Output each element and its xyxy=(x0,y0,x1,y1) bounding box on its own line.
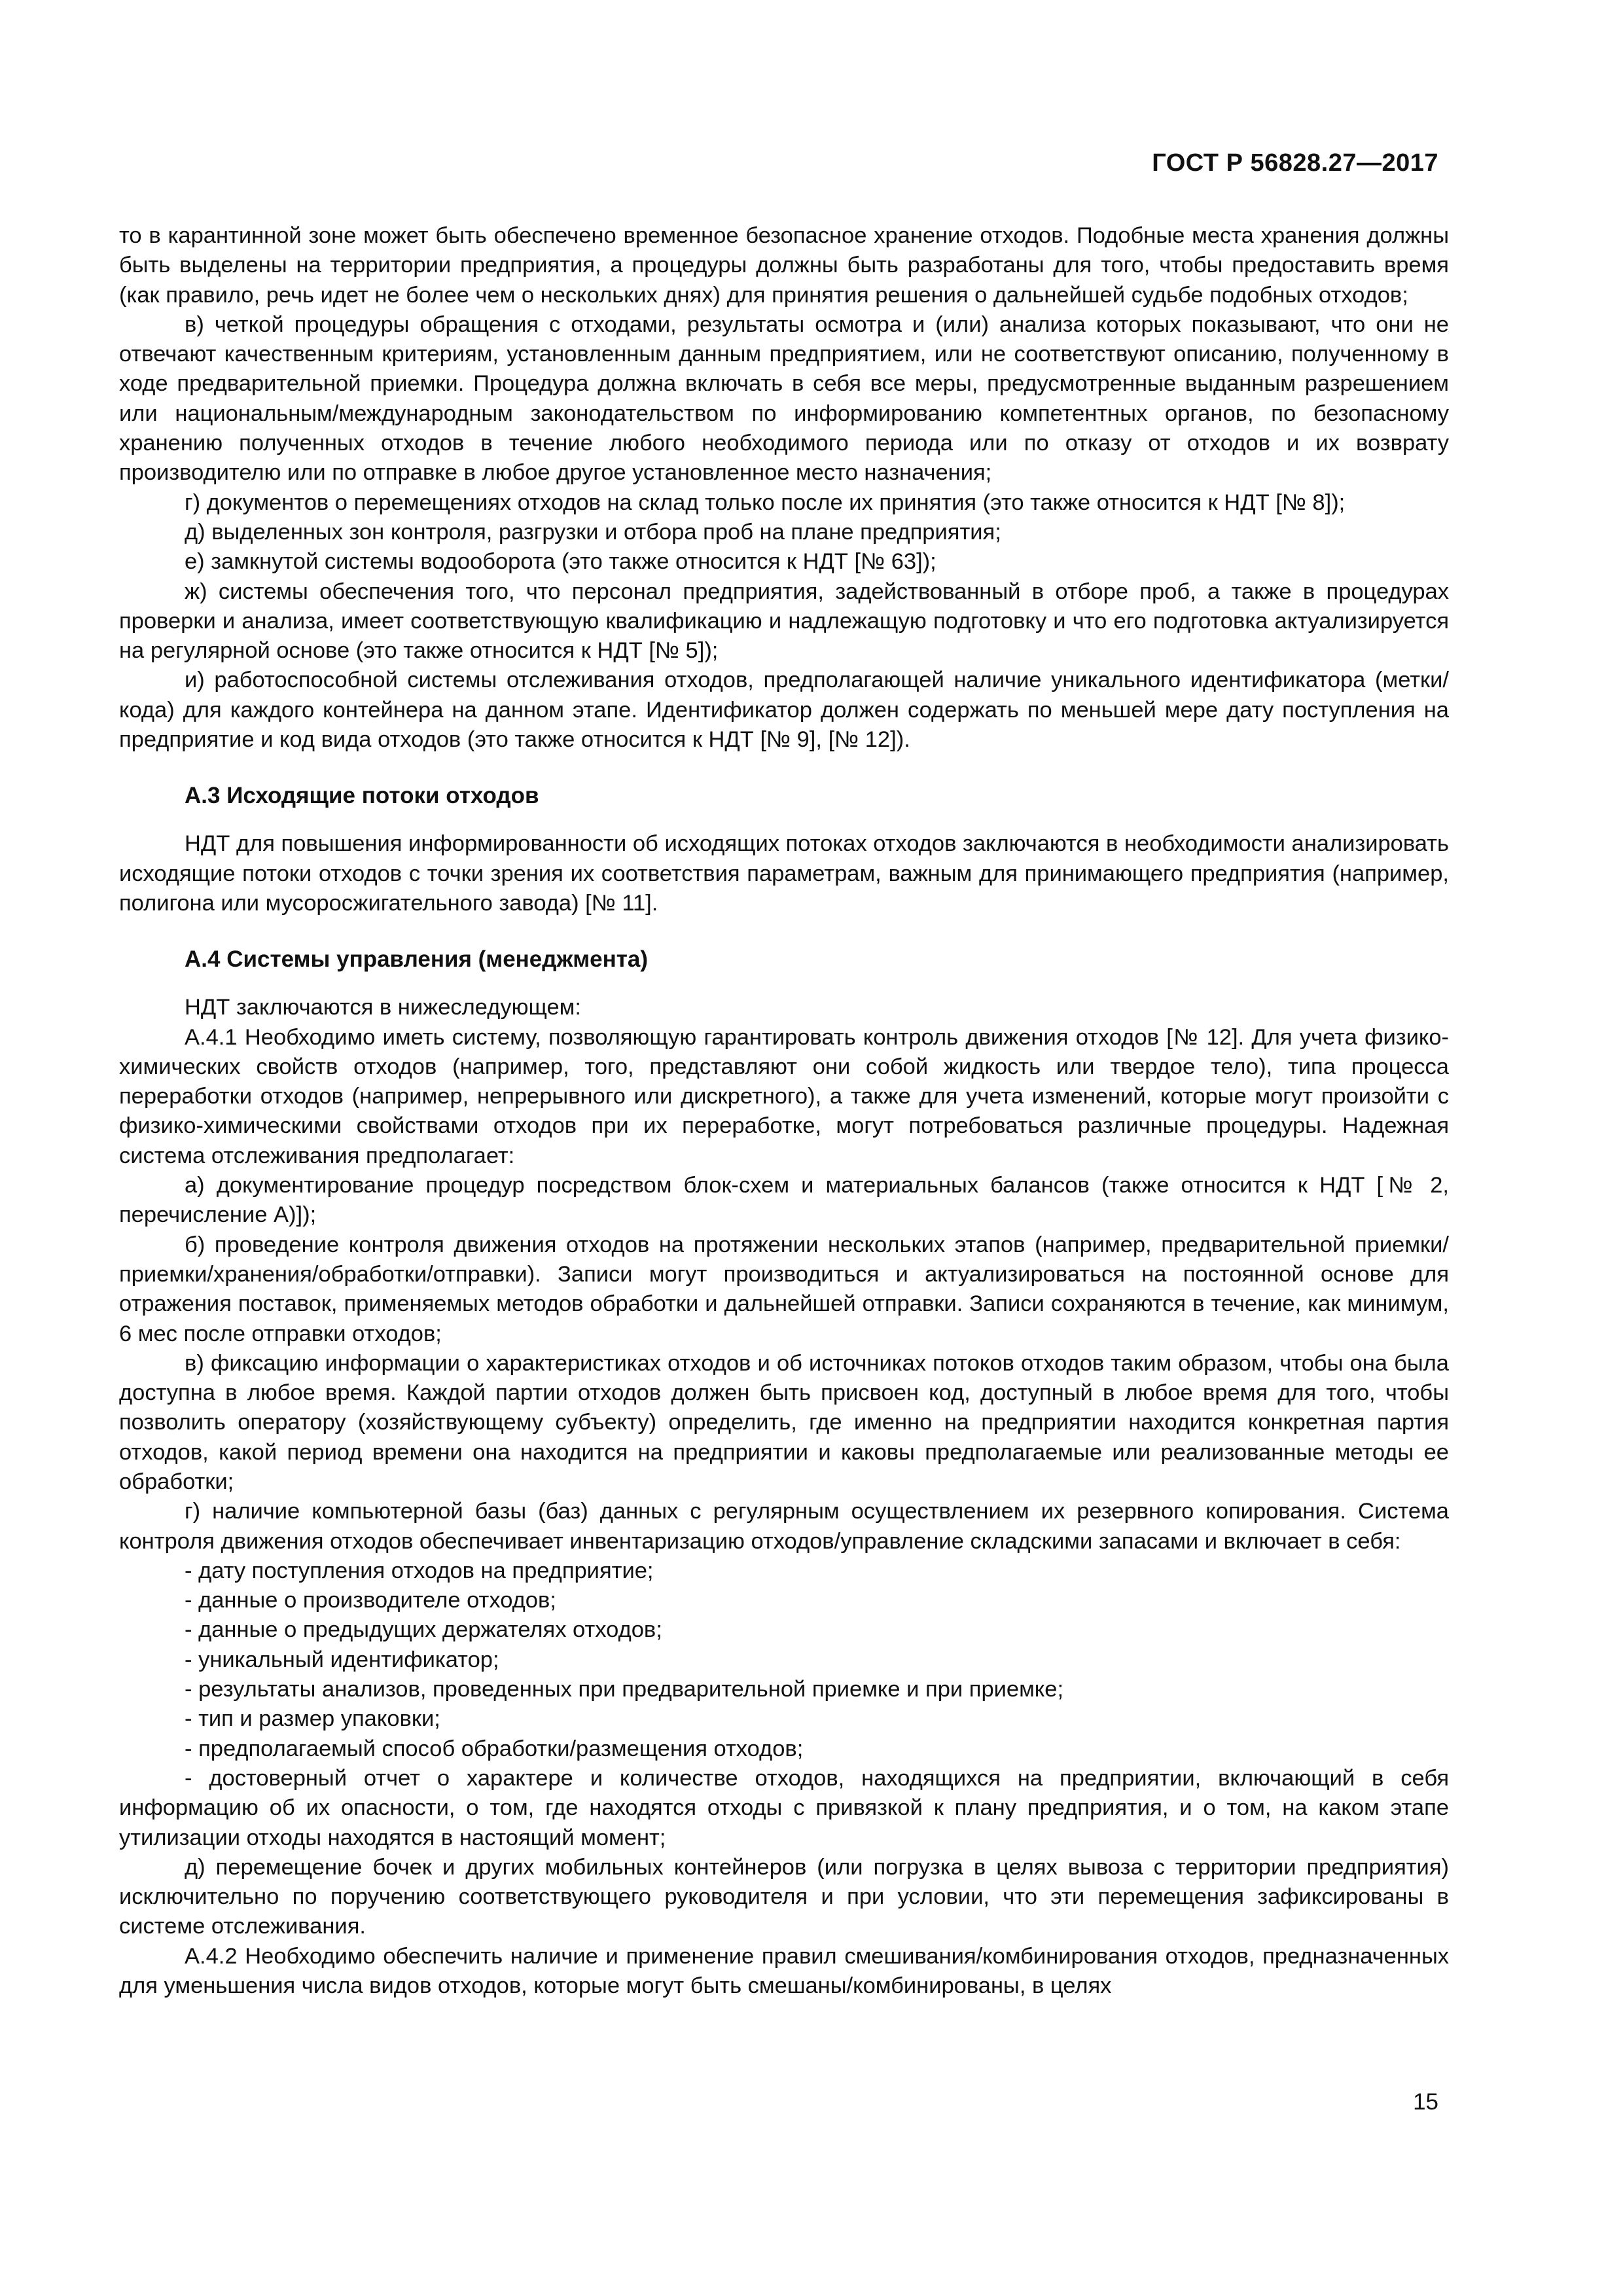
list-item: - дату поступления отходов на предприятие; xyxy=(185,1558,654,1583)
section-a3-text: НДТ для повышения информированности об исходящих потоках отходов заключаются в необходимости анализировать исходящие потоки отходов с точки зрения их соответствия параметрам, важным для принимающего предприятия (например, полигона или мусоросжигательного завода) [№ 11]. xyxy=(119,831,1449,916)
document-body xyxy=(119,221,1449,2001)
paragraph-continuation: то в карантинной зоне может быть обеспечено временное безопасное хранение отходов. Подобные места хранения должны быть выделены на территории предприятия, а процедуры должны быть разработаны для того, чтобы предоставить время (как правило, речь идет не более чем о нескольких днях) для принятия решения о дальнейшей судьбе подобных отходов; xyxy=(119,223,1449,308)
clause-a4-1-v: в) фиксацию информации о характеристиках отходов и об источниках потоков отходов таким образом, чтобы она была доступна в любое время. Каждой партии отходов должен быть присвоен код, доступный в любое время для того, чтобы позволить оператору (хозяйствующему субъекту) определить, где именно на предприятии находится конкретная партия отходов, какой период времени она находится на предприятии и каковы предполагаемые или реализованные методы ее обработки; xyxy=(119,1350,1449,1494)
paragraph-item-zh: ж) системы обеспечения того, что персонал предприятия, задействованный в отборе проб, а также в процедурах проверки и анализа, имеет соответствующую квалификацию и надлежащую подготовку и что его подготовка актуализируется на регулярной основе (это также относится к НДТ [№ 5]); xyxy=(119,579,1449,664)
clause-a4-2: А.4.2 Необходимо обеспечить наличие и применение правил смешивания/комбинирования отходов, предназначенных для уменьшения числа видов отходов, которые могут быть смешаны/комбинированы, в целях xyxy=(119,1943,1449,1999)
clause-a4-1-d: д) перемещение бочек и других мобильных контейнеров (или погрузка в целях вывоза с территории предприятия) исключительно по поручению соответствующего руководителя и при условии, что эти перемещения зафиксированы в системе отслеживания. xyxy=(119,1854,1449,1939)
list-item-report: - достоверный отчет о характере и количестве отходов, находящихся на предприятии, включающий в себя информацию об их опасности, о том, где находятся отходы с привязкой к плану предприятия, и о том, на каком этапе утилизации отходы находятся в настоящий момент; xyxy=(119,1765,1449,1850)
list-item: - предполагаемый способ обработки/размещения отходов; xyxy=(185,1736,804,1761)
clause-a4-1: А.4.1 Необходимо иметь систему, позволяющую гарантировать контроль движения отходов [№ 12]. Для учета физико-химических свойств отходов (например, того, представляют они собой жидкость или твердое тело), типа процесса переработки отходов (например, непрерывного или дискретного), а также для учета изменений, которые могут произойти с физико-химическими свойствами отходов при их переработке, могут потребоваться различные процедуры. Надежная система отслеживания предполагает: xyxy=(119,1024,1449,1168)
section-heading-a4: А.4 Системы управления (менеджмента) xyxy=(185,946,649,973)
paragraph-item-d: д) выделенных зон контроля, разгрузки и отбора проб на плане предприятия; xyxy=(185,519,1001,545)
clause-a4-1-a: а) документирование процедур посредством блок-схем и материальных балансов (также относится к НДТ [№ 2, перечисление А)]); xyxy=(119,1173,1449,1228)
list-item: - данные о производителе отходов; xyxy=(185,1588,556,1613)
section-heading-a3: А.3 Исходящие потоки отходов xyxy=(185,783,539,809)
paragraph-item-v: в) четкой процедуры обращения с отходами, результаты осмотра и (или) анализа которых показывают, что они не отвечают качественным критериям, установленным данным предприятием, или не соответствуют описанию, полученному в ходе предварительной приемки. Процедура должна включать в себя все меры, предусмотренные выданным разрешением или национальным/международным законодательством по информированию компетентных органов, по безопасному хранению полученных отходов в течение любого необходимого периода или по отказу от отходов и их возврату производителю или по отправке в любое другое установленное место назначения; xyxy=(119,312,1449,486)
list-item: - тип и размер упаковки; xyxy=(185,1706,440,1732)
list-item: - данные о предыдущих держателях отходов; xyxy=(185,1617,662,1643)
standard-code-header: ГОСТ Р 56828.27—2017 xyxy=(1152,149,1438,177)
page-number: 15 xyxy=(1413,2089,1438,2115)
list-item: - результаты анализов, проведенных при предварительной приемке и при приемке; xyxy=(185,1677,1064,1702)
section-a4-intro: НДТ заключаются в нижеследующем: xyxy=(185,995,581,1020)
list-item: - уникальный идентификатор; xyxy=(185,1647,499,1672)
paragraph-item-g: г) документов о перемещениях отходов на склад только после их принятия (это также относится к НДТ [№ 8]); xyxy=(185,490,1346,515)
clause-a4-1-g: г) наличие компьютерной базы (баз) данных с регулярным осуществлением их резервного копирования. Система контроля движения отходов обеспечивает инвентаризацию отходов/управление складскими запасами и включает в себя: xyxy=(119,1499,1449,1554)
clause-a4-1-b: б) проведение контроля движения отходов на протяжении нескольких этапов (например, предварительной приемки/приемки/хранения/обработки/отправки). Записи могут производиться и актуализироваться на постоянной основе для отражения поставок, применяемых методов обработки и дальнейшей отправки. Записи сохраняются в течение, как минимум, 6 мес после отправки отходов; xyxy=(119,1232,1449,1346)
paragraph-item-e: е) замкнутой системы водооборота (это также относится к НДТ [№ 63]); xyxy=(185,549,936,575)
paragraph-item-i: и) работоспособной системы отслеживания отходов, предполагающей наличие уникального идентификатора (метки/кода) для каждого контейнера на данном этапе. Идентификатор должен содержать по меньшей мере дату поступления на предприятие и код вида отходов (это также относится к НДТ [№ 9], [№ 12]). xyxy=(119,668,1449,753)
